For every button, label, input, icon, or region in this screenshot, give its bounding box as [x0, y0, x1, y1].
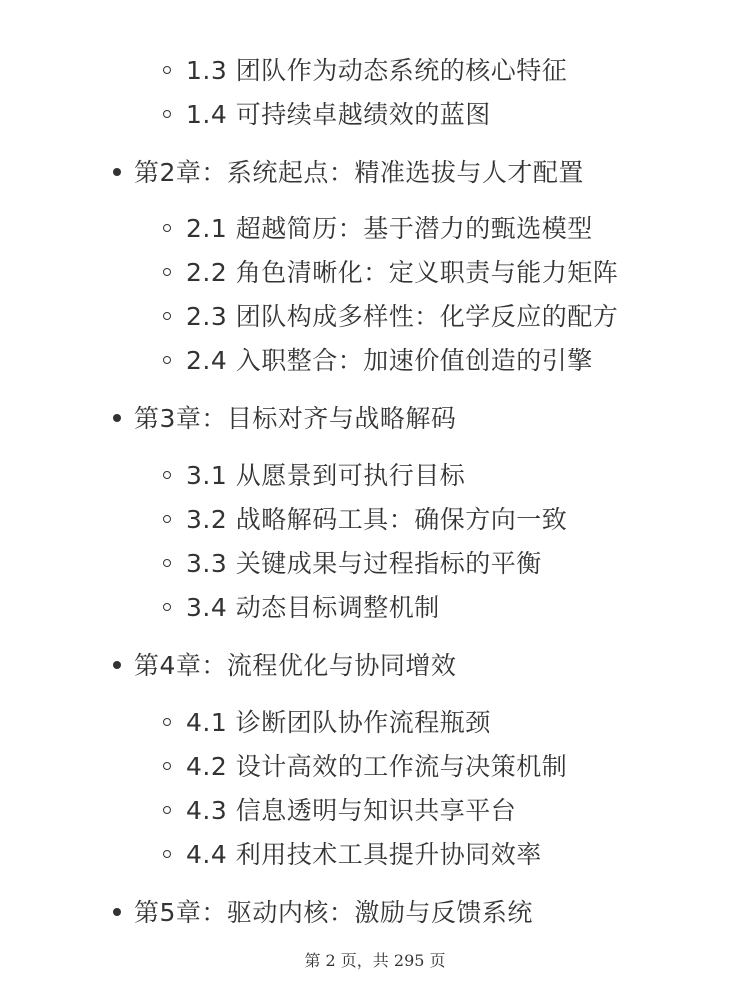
- toc-section-item: [163, 213, 593, 245]
- toc-section-item: [163, 548, 542, 580]
- hollow-circle-bullet-icon: [163, 603, 171, 611]
- hollow-circle-bullet-icon: [163, 806, 171, 814]
- toc-section-label: 3.3 关键成果与过程指标的平衡: [186, 549, 542, 578]
- hollow-circle-bullet-icon: [163, 110, 171, 118]
- toc-section-label: 1.3 团队作为动态系统的核心特征: [186, 56, 568, 85]
- toc-section-label: 2.3 团队构成多样性：化学反应的配方: [186, 302, 619, 331]
- hollow-circle-bullet-icon: [163, 471, 171, 479]
- page-number-footer: 第 2 页，共 295 页: [304, 951, 446, 970]
- toc-chapter-item: [113, 897, 533, 929]
- hollow-circle-bullet-icon: [163, 515, 171, 523]
- toc-chapter-label: 第5章：驱动内核：激励与反馈系统: [134, 898, 533, 927]
- toc-chapter-label: 第3章：目标对齐与战略解码: [134, 404, 457, 433]
- filled-disc-bullet-icon: [113, 908, 121, 916]
- toc-section-label: 1.4 可持续卓越绩效的蓝图: [186, 100, 491, 129]
- hollow-circle-bullet-icon: [163, 718, 171, 726]
- toc-section-label: 2.4 入职整合：加速价值创造的引擎: [186, 346, 593, 375]
- toc-section-item: [163, 592, 440, 624]
- toc-section-item: [163, 55, 567, 87]
- toc-section-item: [163, 795, 516, 827]
- toc-section-item: [163, 99, 491, 131]
- toc-section-item: [163, 839, 542, 871]
- toc-chapter-item: [113, 403, 456, 435]
- hollow-circle-bullet-icon: [163, 66, 171, 74]
- toc-section-label: 4.4 利用技术工具提升协同效率: [186, 840, 542, 869]
- hollow-circle-bullet-icon: [163, 224, 171, 232]
- hollow-circle-bullet-icon: [163, 312, 171, 320]
- toc-section-label: 4.1 诊断团队协作流程瓶颈: [186, 708, 491, 737]
- toc-section-item: [163, 707, 491, 739]
- toc-section-label: 3.4 动态目标调整机制: [186, 593, 440, 622]
- hollow-circle-bullet-icon: [163, 559, 171, 567]
- toc-section-label: 4.2 设计高效的工作流与决策机制: [186, 752, 568, 781]
- toc-section-item: [163, 751, 567, 783]
- toc-section-label: 2.2 角色清晰化：定义职责与能力矩阵: [186, 258, 619, 287]
- filled-disc-bullet-icon: [113, 414, 121, 422]
- toc-chapter-item: [113, 650, 456, 682]
- toc-section-label: 4.3 信息透明与知识共享平台: [186, 796, 517, 825]
- toc-chapter-item: [113, 157, 584, 189]
- hollow-circle-bullet-icon: [163, 268, 171, 276]
- toc-chapter-label: 第4章：流程优化与协同增效: [134, 651, 457, 680]
- hollow-circle-bullet-icon: [163, 762, 171, 770]
- toc-section-item: [163, 257, 618, 289]
- toc-section-item: [163, 504, 567, 536]
- toc-section-label: 3.2 战略解码工具：确保方向一致: [186, 505, 568, 534]
- toc-section-label: 2.1 超越简历：基于潜力的甄选模型: [186, 214, 593, 243]
- hollow-circle-bullet-icon: [163, 850, 171, 858]
- toc-section-item: [163, 301, 618, 333]
- filled-disc-bullet-icon: [113, 168, 121, 176]
- toc-section-item: [163, 460, 465, 492]
- toc-section-item: [163, 345, 593, 377]
- hollow-circle-bullet-icon: [163, 356, 171, 364]
- toc-section-label: 3.1 从愿景到可执行目标: [186, 461, 466, 490]
- toc-chapter-label: 第2章：系统起点：精准选拔与人才配置: [134, 158, 584, 187]
- filled-disc-bullet-icon: [113, 661, 121, 669]
